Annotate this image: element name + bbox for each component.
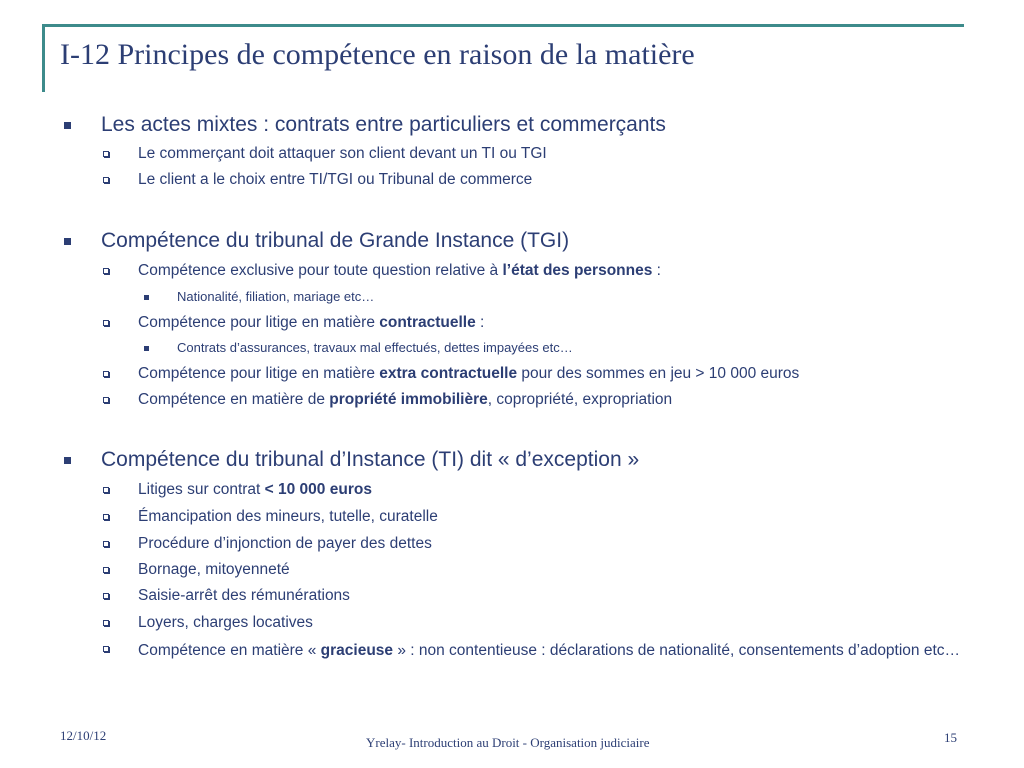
- bullet-bold-text: gracieuse: [320, 642, 394, 659]
- bullet-text: Compétence en matière de: [138, 391, 330, 408]
- bullet-level-2: [138, 561, 290, 579]
- footer-page-number: 15: [944, 730, 957, 745]
- hollow-square-bullet-icon: [103, 567, 109, 573]
- bullet-text: » : non contentieuse : déclarations de nationalité, consentements d’adoption etc…: [393, 642, 961, 659]
- square-bullet-icon: [64, 457, 71, 464]
- bullet-bold-text: l’état des personnes: [502, 262, 653, 279]
- bullet-text: , copropriété, expropriation: [487, 391, 673, 408]
- hollow-square-bullet-icon: [103, 397, 109, 403]
- hollow-square-bullet-icon: [103, 593, 109, 599]
- footer-date: 12/10/12: [60, 728, 107, 743]
- bullet-level-2: [138, 614, 313, 632]
- hollow-square-bullet-icon: [103, 620, 109, 626]
- bullet-text: Compétence pour litige en matière: [138, 365, 380, 382]
- bullet-level-2: [138, 587, 350, 605]
- footer-center-text: Yrelay- Introduction au Droit - Organisation judiciaire: [366, 735, 650, 750]
- bullet-level-2: [138, 391, 672, 409]
- bullet-bold-text: < 10 000 euros: [264, 481, 372, 498]
- square-bullet-icon: [64, 122, 71, 129]
- bullet-bold-text: extra contractuelle: [379, 365, 518, 382]
- bullet-level-3: [177, 340, 573, 355]
- bullet-text: Les actes mixtes : contrats entre particuliers et commerçants: [101, 113, 666, 136]
- bullet-text: Le client a le choix entre TI/TGI ou Tribunal de commerce: [138, 171, 533, 188]
- bullet-level-2: [138, 535, 432, 553]
- bullet-bold-text: propriété immobilière: [329, 391, 488, 408]
- hollow-square-bullet-icon: [103, 268, 109, 274]
- slide-title: I-12 Principes de compétence en raison de la matière: [60, 38, 695, 71]
- bullet-level-2: [138, 314, 484, 332]
- hollow-square-bullet-icon: [103, 320, 109, 326]
- bullet-text: Compétence pour litige en matière: [138, 314, 380, 331]
- hollow-square-bullet-icon: [103, 646, 109, 652]
- bullet-level-2: [138, 481, 372, 499]
- bullet-level-1: [101, 229, 569, 253]
- hollow-square-bullet-icon: [103, 541, 109, 547]
- bullet-level-1: [101, 448, 639, 472]
- hollow-square-bullet-icon: [103, 371, 109, 377]
- bullet-level-2: [138, 262, 661, 280]
- hollow-square-bullet-icon: [103, 487, 109, 493]
- bullet-text: Contrats d’assurances, travaux mal effectués, dettes impayées etc…: [177, 340, 573, 355]
- bullet-text: Bornage, mitoyenneté: [138, 561, 290, 578]
- bullet-text: pour des sommes en jeu > 10 000 euros: [517, 365, 800, 382]
- bullet-text: Loyers, charges locatives: [138, 614, 313, 631]
- bullet-level-2: [138, 145, 547, 163]
- bullet-text: Procédure d’injonction de payer des dettes: [138, 535, 432, 552]
- bullet-text: Compétence exclusive pour toute question relative à: [138, 262, 503, 279]
- bullet-text: Saisie-arrêt des rémunérations: [138, 587, 350, 604]
- bullet-level-1: [101, 113, 666, 137]
- hollow-square-bullet-icon: [103, 151, 109, 157]
- square-bullet-icon: [64, 238, 71, 245]
- square-bullet-icon: [144, 295, 149, 300]
- bullet-text: Émancipation des mineurs, tutelle, curatelle: [138, 508, 438, 525]
- bullet-bold-text: contractuelle: [379, 314, 476, 331]
- bullet-text: Compétence en matière «: [138, 642, 321, 659]
- bullet-level-3: [177, 289, 374, 304]
- bullet-text: Nationalité, filiation, mariage etc…: [177, 289, 375, 304]
- bullet-level-2: [138, 365, 799, 383]
- bullet-text: Litiges sur contrat: [138, 481, 265, 498]
- bullet-text: :: [475, 314, 485, 331]
- hollow-square-bullet-icon: [103, 514, 109, 520]
- bullet-level-2: [138, 640, 983, 661]
- bullet-level-2: [138, 508, 438, 526]
- bullet-level-2: [138, 171, 532, 189]
- bullet-text: :: [652, 262, 661, 279]
- bullet-text: Compétence du tribunal d’Instance (TI) dit « d’exception »: [101, 448, 640, 471]
- bullet-text: Le commerçant doit attaquer son client devant un TI ou TGI: [138, 145, 547, 162]
- bullet-text: Compétence du tribunal de Grande Instance (TGI): [101, 229, 570, 252]
- square-bullet-icon: [144, 346, 149, 351]
- hollow-square-bullet-icon: [103, 177, 109, 183]
